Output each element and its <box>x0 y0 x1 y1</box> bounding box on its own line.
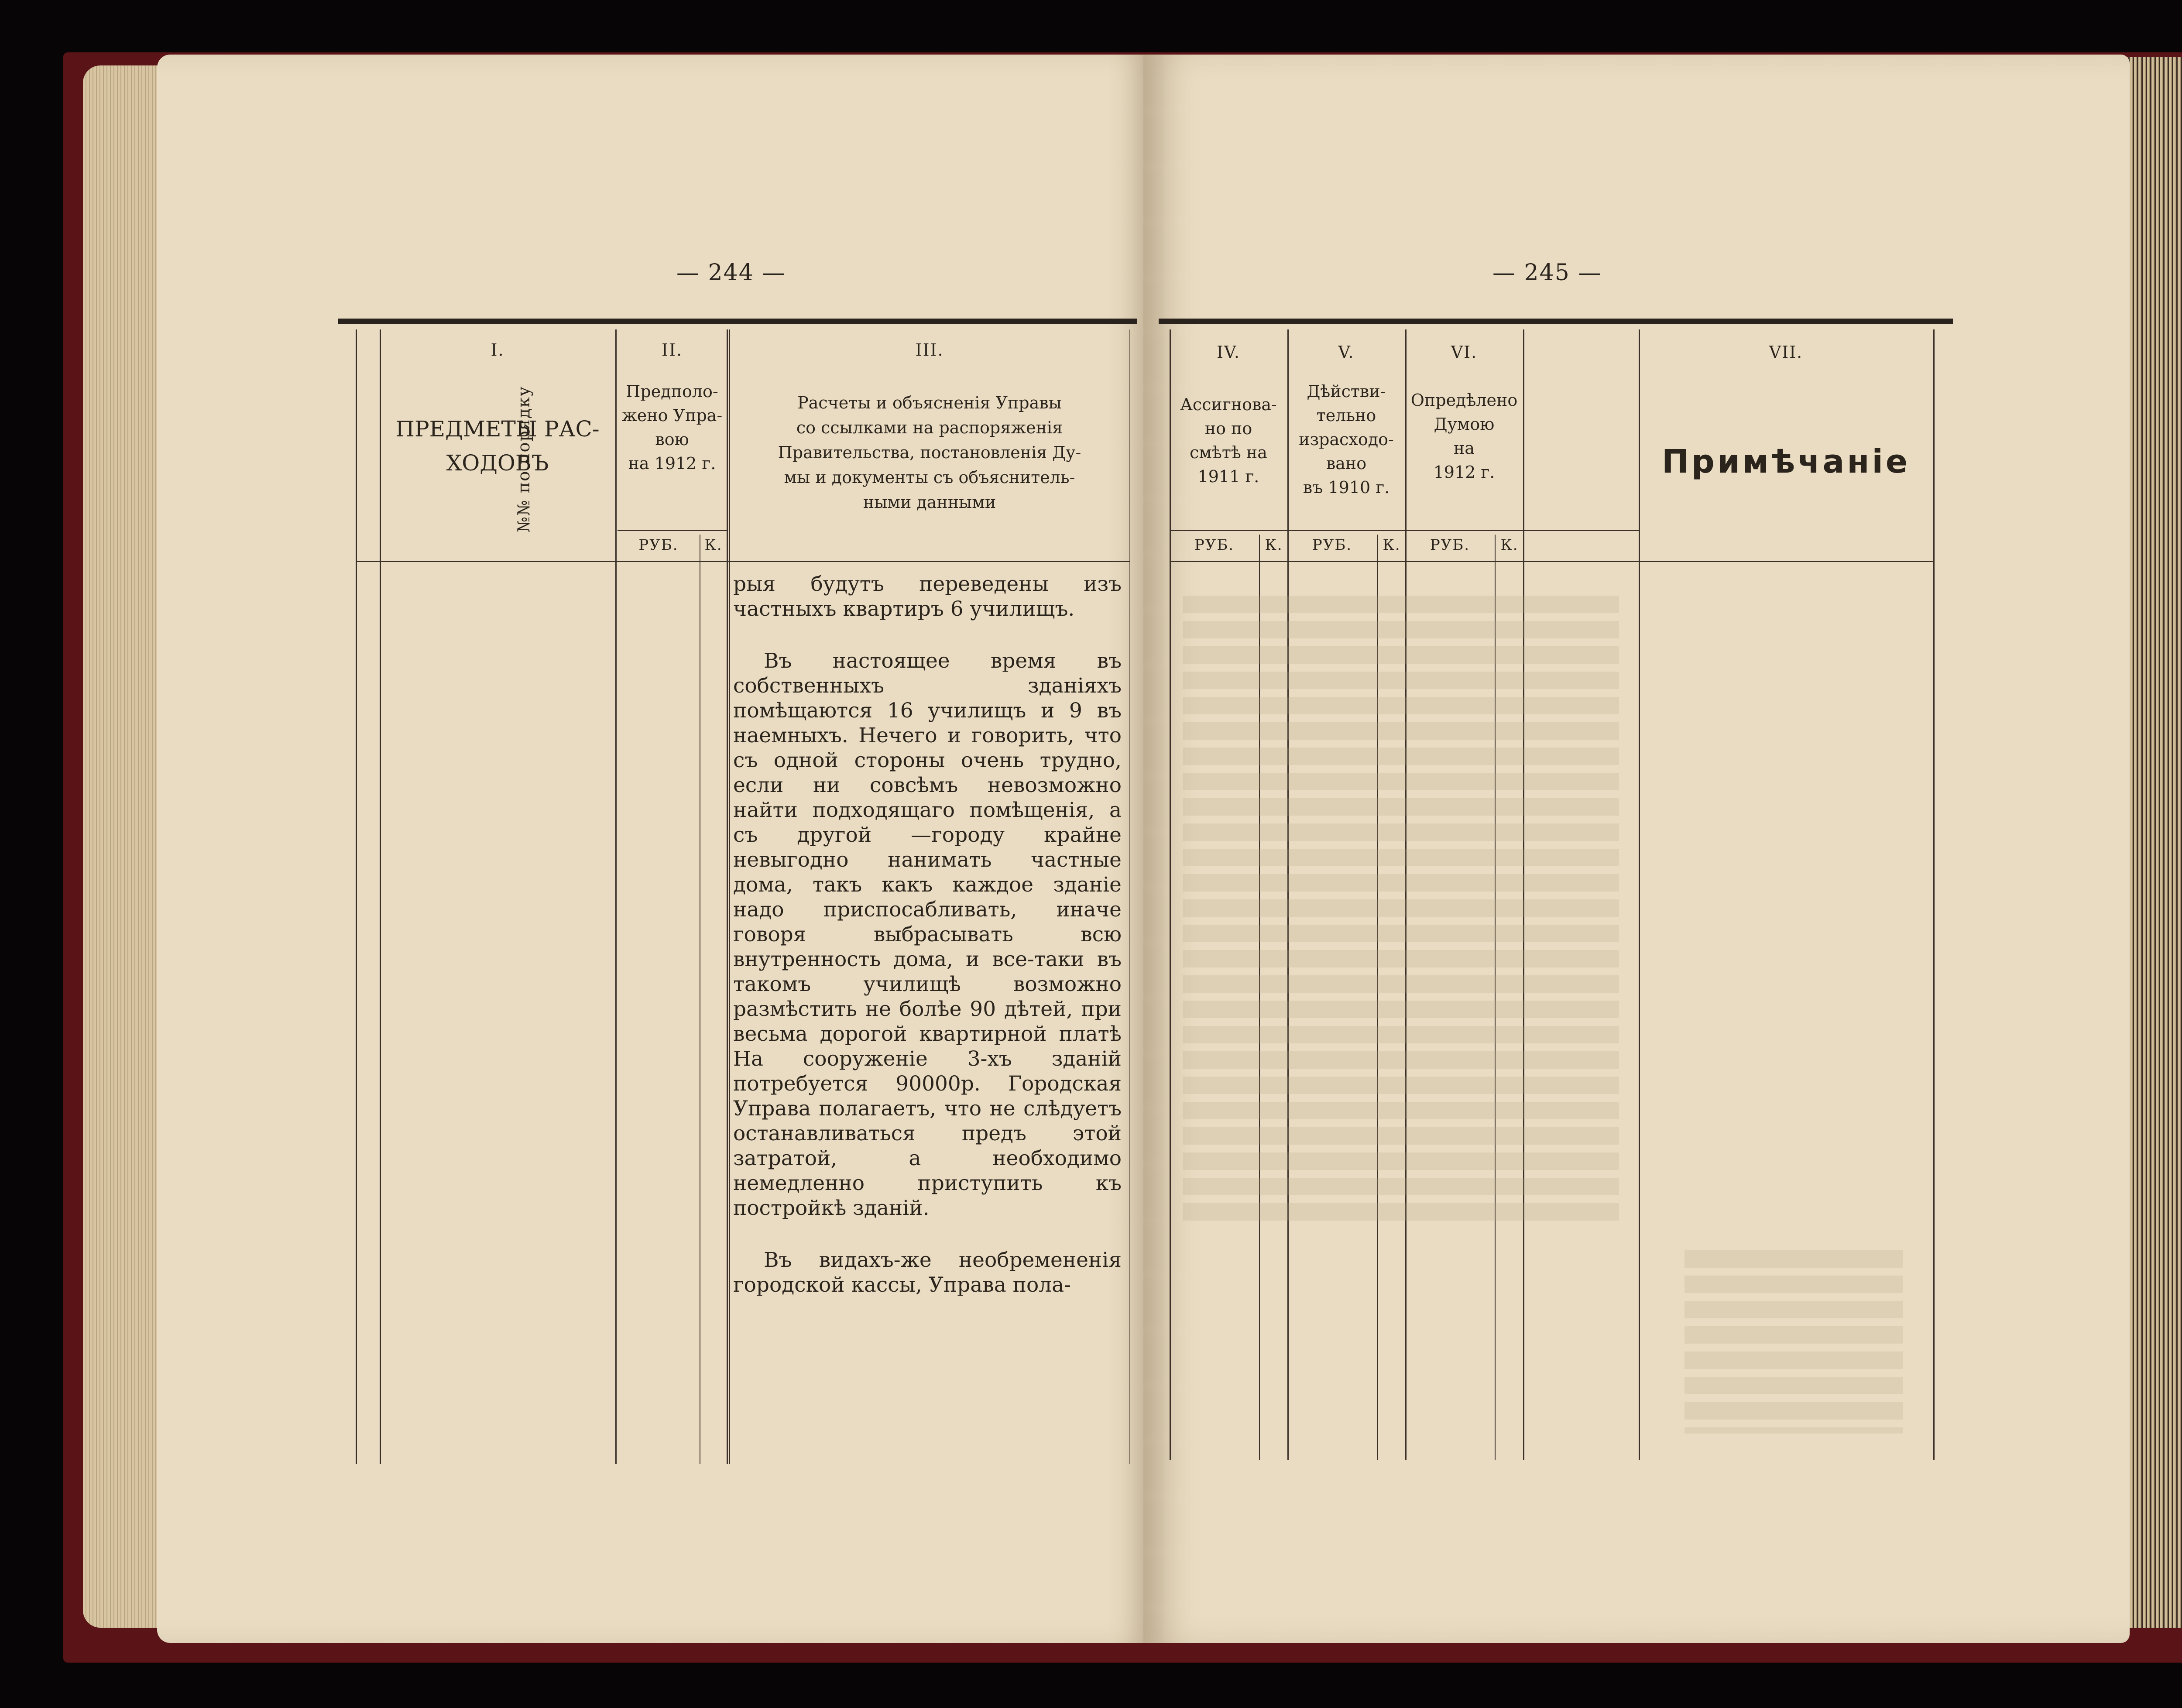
rub-label: РУБ. <box>638 536 679 554</box>
table-border-left <box>1170 329 1171 1460</box>
column-divider <box>380 329 381 1464</box>
table-border-right <box>1129 329 1130 1464</box>
table-border-right <box>1933 329 1935 1460</box>
kop-label: К. <box>1500 536 1519 554</box>
header-line: смѣтѣ на <box>1190 443 1267 463</box>
page-edges-right <box>2121 57 2182 1628</box>
page-number: — 244 — <box>676 260 786 286</box>
header-line: Расчеты и объясненія Управы <box>797 393 1062 412</box>
kop-label: К. <box>1265 536 1283 554</box>
column-VII-title: Примѣчаніе <box>1661 443 1911 480</box>
right-page <box>1143 55 2130 1643</box>
column-divider <box>729 329 730 1464</box>
header-line: но по <box>1204 419 1252 439</box>
header-bottom-rule <box>1170 561 1933 562</box>
column-divider <box>615 329 617 1464</box>
title-line: ХОДОВЪ <box>446 450 549 476</box>
header-line: 1911 г. <box>1197 467 1259 487</box>
table-border-left <box>356 329 357 1464</box>
header-line: вано <box>1326 454 1367 473</box>
subheader-rule <box>618 530 727 531</box>
paragraph: Въ видахъ-же необремененія городской кассы, Управа пола- <box>733 1248 1122 1297</box>
header-line: Думою <box>1434 415 1495 434</box>
page-number: — 245 — <box>1492 260 1602 286</box>
column-divider <box>727 329 728 1464</box>
header-line: израсходо- <box>1299 430 1394 449</box>
header-line: 1912 г. <box>1433 463 1495 482</box>
header-line: Ассигнова- <box>1180 395 1277 414</box>
left-page <box>157 55 1152 1643</box>
header-line: на <box>1454 439 1475 458</box>
rub-label: РУБ. <box>1430 536 1470 554</box>
header-line: со ссылками на распоряженія <box>796 418 1063 437</box>
header-bottom-rule <box>356 561 1130 562</box>
header-line: въ 1910 г. <box>1303 478 1390 497</box>
column-I-title <box>384 412 611 480</box>
header-line: жено Упра- <box>621 406 723 425</box>
table-top-rule <box>338 319 1137 324</box>
header-line: ными данными <box>863 493 996 512</box>
header-line: тельно <box>1316 406 1376 425</box>
column-II-number: II. <box>661 340 683 360</box>
kop-label: К. <box>1383 536 1401 554</box>
show-through-text <box>1685 1250 1903 1434</box>
header-line: Опредѣлено <box>1410 391 1518 410</box>
column-VII-number: VII. <box>1769 343 1803 362</box>
column-VI-number: VI. <box>1451 343 1478 362</box>
header-line: мы и документы съ объяснитель- <box>784 468 1075 487</box>
header-line: Правительства, постановленія Ду- <box>778 443 1081 462</box>
title-line: ПРЕДМЕТЫ РАС- <box>395 416 600 442</box>
column-IV-title <box>1170 393 1287 489</box>
rub-label: РУБ. <box>1194 536 1235 554</box>
header-line: вою <box>655 430 689 449</box>
header-line: на 1912 г. <box>628 454 716 473</box>
column-II-title <box>618 380 727 476</box>
kop-label: К. <box>704 536 723 554</box>
paragraph: Въ настоящее время въ собственныхъ зданіяхъ помѣщаются 16 училищъ и 9 въ наемныхъ. Нечего и говорить, что съ одной стороны очень трудно, если ни совсѣмъ невозможно найти подходящаго помѣщенія, а съ другой —городу крайне невыгодно нанимать частные дома, такъ какъ каждое зданіе надо приспосабливать, иначе говоря выбрасывать всю внутренность дома, и все-таки въ такомъ училищѣ возможно размѣстить не болѣе 90 дѣтей, при весьма дорогой квартирной платѣ На сооруженіе 3-хъ зданій потребуется 90000р. Городская Управа полагаетъ, что не слѣдуетъ останавливаться предъ этой затратой, а необходимо немедленно приступить къ постройкѣ зданій. <box>733 649 1122 1220</box>
table-top-rule <box>1159 319 1953 324</box>
rub-label: РУБ. <box>1312 536 1352 554</box>
header-line: Предполо- <box>626 382 718 401</box>
column-V-title <box>1287 380 1405 500</box>
column-III-number: III. <box>915 340 944 360</box>
column-VI-title <box>1405 388 1523 484</box>
row-number-header: №№ по порядку <box>514 385 533 532</box>
header-line: Дѣйстви- <box>1307 382 1386 401</box>
column-IV-number: IV. <box>1217 343 1240 362</box>
paragraph: рыя будутъ переведены изъ частныхъ квартиръ 6 училищъ. <box>733 572 1122 621</box>
column-III-title <box>733 391 1126 515</box>
column-divider <box>1639 329 1640 1460</box>
column-V-number: V. <box>1338 343 1355 362</box>
subheader-rule <box>1170 530 1639 531</box>
column-I-number: I. <box>491 340 504 360</box>
explanation-text <box>733 572 1122 1324</box>
show-through-text <box>1183 596 1619 1224</box>
